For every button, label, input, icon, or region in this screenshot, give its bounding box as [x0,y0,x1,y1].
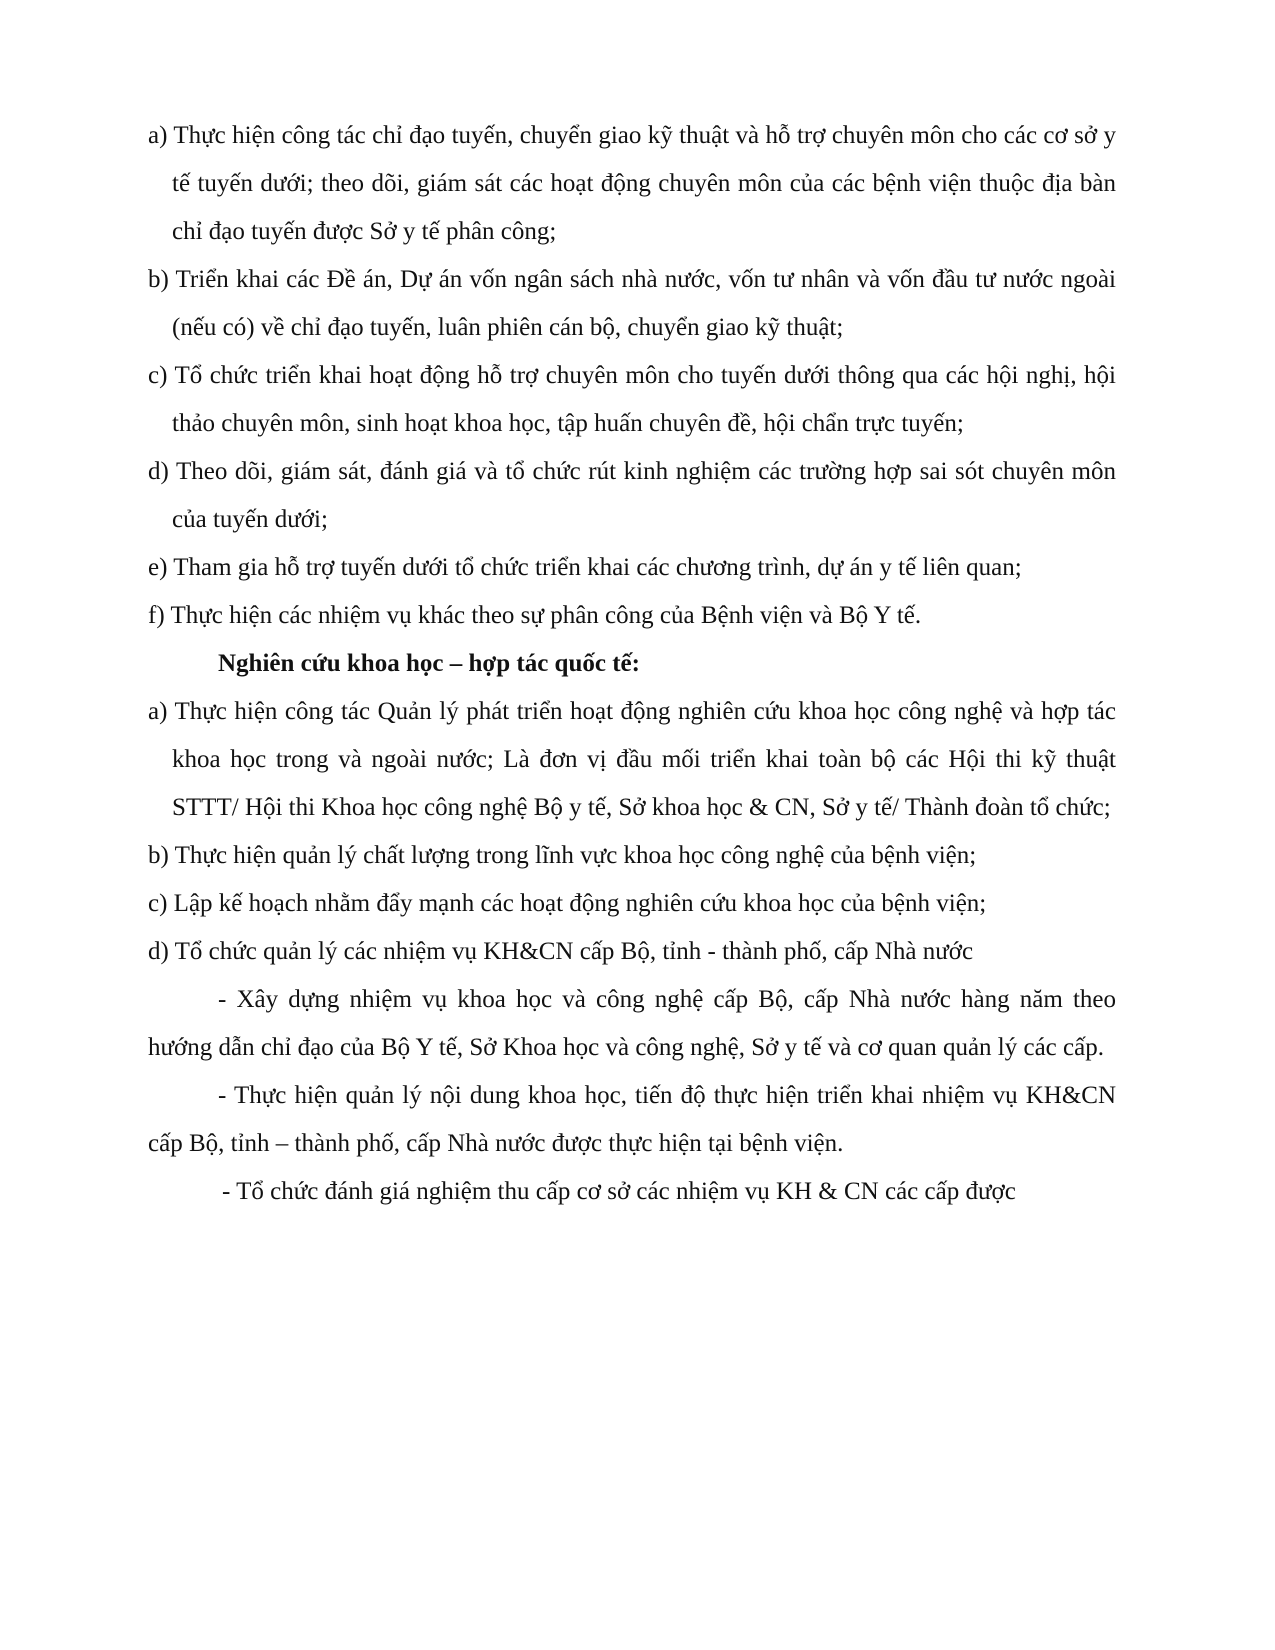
list-item-2a: a) Thực hiện công tác Quản lý phát triển hoạt động nghiên cứu khoa học công nghệ và hợp tác khoa học trong và ngoài nước; Là đơn vị đầu mối triển khai toàn bộ các Hội thi kỹ thuật STTT/ Hội thi Khoa học công nghệ Bộ y tế, Sở khoa học & CN, Sở y tế/ Thành đoàn tổ chức; [148,698,1116,821]
section-heading: Nghiên cứu khoa học – hợp tác quốc tế: [218,650,640,677]
list-item-1b: b) Triển khai các Đề án, Dự án vốn ngân sách nhà nước, vốn tư nhân và vốn đầu tư nước ngoài (nếu có) về chỉ đạo tuyến, luân phiên cán bộ, chuyển giao kỹ thuật; [148,266,1116,341]
document-page [148,112,1116,1216]
list-item-1a: a) Thực hiện công tác chỉ đạo tuyến, chuyển giao kỹ thuật và hỗ trợ chuyên môn cho các cơ sở y tế tuyến dưới; theo dõi, giám sát các hoạt động chuyên môn của các bệnh viện thuộc địa bàn chỉ đạo tuyến được Sở y tế phân công; [148,122,1116,245]
list-item-1f: f) Thực hiện các nhiệm vụ khác theo sự phân công của Bệnh viện và Bộ Y tế. [148,602,922,629]
dash-paragraph-3: - Tổ chức đánh giá nghiệm thu cấp cơ sở các nhiệm vụ KH & CN các cấp được [222,1178,1016,1205]
list-item-2b: b) Thực hiện quản lý chất lượng trong lĩnh vực khoa học công nghệ của bệnh viện; [148,842,977,869]
dash-paragraph-2: - Thực hiện quản lý nội dung khoa học, tiến độ thực hiện triển khai nhiệm vụ KH&CN cấp Bộ, tỉnh – thành phố, cấp Nhà nước được thực hiện tại bệnh viện. [148,1082,1116,1157]
list-item-1e: e) Tham gia hỗ trợ tuyến dưới tổ chức triển khai các chương trình, dự án y tế liên quan; [148,554,1022,581]
dash-paragraph-1: - Xây dựng nhiệm vụ khoa học và công nghệ cấp Bộ, cấp Nhà nước hàng năm theo hướng dẫn chỉ đạo của Bộ Y tế, Sở Khoa học và công nghệ, Sở y tế và cơ quan quản lý các cấp. [148,986,1116,1061]
list-item-2c: c) Lập kế hoạch nhằm đẩy mạnh các hoạt động nghiên cứu khoa học của bệnh viện; [148,890,987,917]
list-item-1d: d) Theo dõi, giám sát, đánh giá và tổ chức rút kinh nghiệm các trường hợp sai sót chuyên môn của tuyến dưới; [148,458,1116,533]
list-item-2d: d) Tổ chức quản lý các nhiệm vụ KH&CN cấp Bộ, tỉnh - thành phố, cấp Nhà nước [148,938,974,965]
list-item-1c: c) Tổ chức triển khai hoạt động hỗ trợ chuyên môn cho tuyến dưới thông qua các hội nghị, hội thảo chuyên môn, sinh hoạt khoa học, tập huấn chuyên đề, hội chẩn trực tuyến; [148,362,1116,437]
